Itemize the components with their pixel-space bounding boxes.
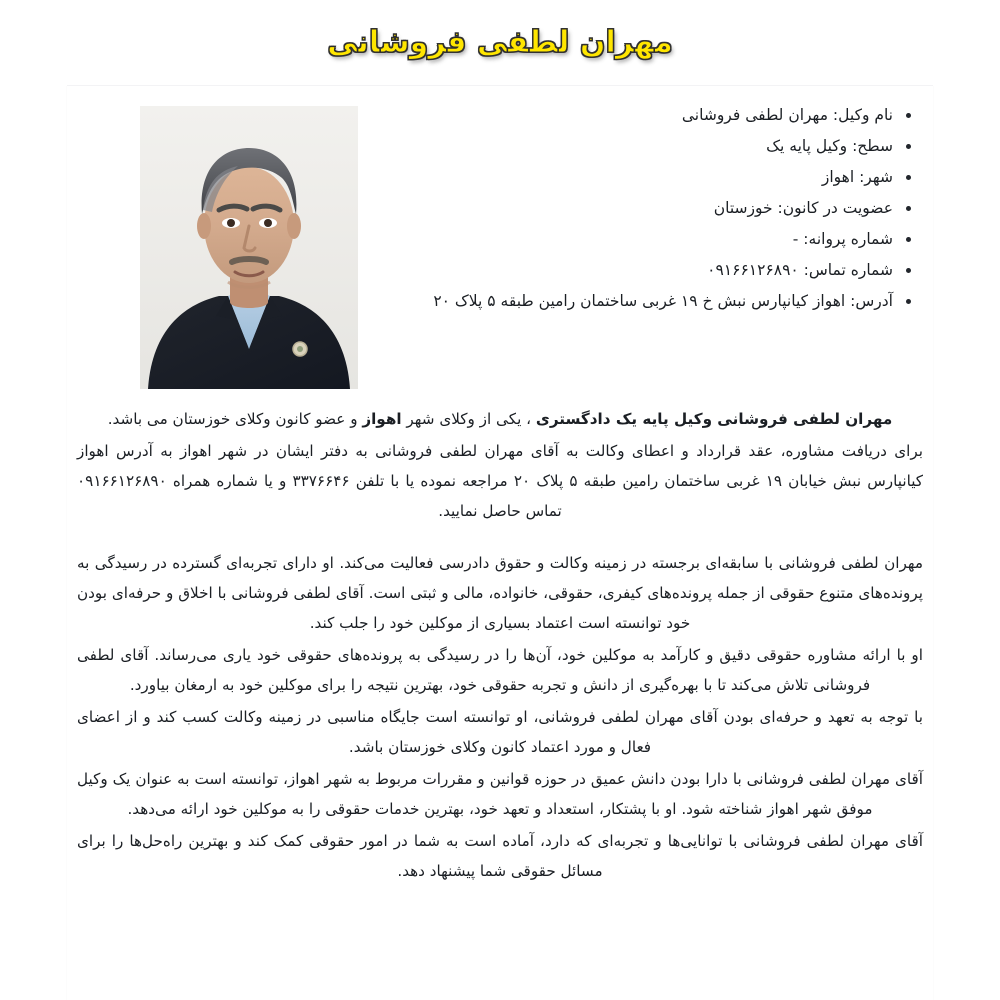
fact-item-city: شهر: اهواز [351,162,911,193]
fact-item-license-number: شماره پروانه: - [351,224,911,255]
lawyer-portrait-photo [140,106,358,389]
profile-prose [67,404,933,888]
profile-info-row [67,100,933,392]
fact-item-phone: شماره تماس: ۰۹۱۶۶۱۲۶۸۹۰ [351,255,911,286]
fact-item-name: نام وکیل: مهران لطفی فروشانی [351,100,911,131]
body-paragraph-2: او با ارائه مشاوره حقوقی دقیق و کارآمد به موکلین خود، آن‌ها را در رسیدگی به پرونده‌های حقوقی خود یاری می‌رساند. آقای لطفی فروشانی تلاش می‌کند تا با بهره‌گیری از دانش و تجربه حقوقی خود، بهترین نتیجه را برای موکلین خود به ارمغان بیاورد. [77,646,923,694]
body-paragraph-1: مهران لطفی فروشانی با سابقه‌ای برجسته در زمینه وکالت و حقوق دادرسی فعالیت می‌کند. او دارای تجربه‌ای گسترده در رسیدگی به پرونده‌های متنوع حقوقی از جمله پرونده‌های کیفری، حقوقی، خانواده، مالی و ثبتی است. آقای لطفی فروشانی با اخلاق و حرفه‌ای بودن خود توانسته است اعتماد بسیاری از موکلین خود را جلب کند. [77,554,923,632]
contact-paragraph: برای دریافت مشاوره، عقد قرارداد و اعطای وکالت به آقای مهران لطفی فروشانی به دفتر ایشان در شهر اهواز به آدرس اهواز کیانپارس نبش خیابان ۱۹ غربی ساختمان رامین طبقه ۵ پلاک ۲۰ مراجعه نموده یا با تلفن ۳۳۷۶۶۴۶ و یا شماره همراه ۰۹۱۶۶۱۲۶۸۹۰ تماس حاصل نمایید. [77,442,924,520]
page-title: مهران لطفی فروشانی [327,25,673,60]
lead-paragraph [77,404,923,434]
body-paragraph-3: با توجه به تعهد و حرفه‌ای بودن آقای مهران لطفی فروشانی، او توانسته است جایگاه مناسبی در زمینه وکالت کسب کند و از اعضای فعال و مورد اعتماد کانون وکلای خوزستان باشد. [77,708,923,756]
fact-item-bar-association: عضویت در کانون: خوزستان [351,193,911,224]
body-paragraph-4: آقای مهران لطفی فروشانی با دارا بودن دانش عمیق در حوزه قوانین و مقررات مربوط به شهر اهواز، توانسته است به عنوان یک وکیل موفق شهر اهواز شناخته شود. او با پشتکار، استعداد و تعهد خود، بهترین خدمات حقوقی را به موکلین خود ارائه می‌دهد. [77,770,923,818]
lawyer-facts-list [351,100,933,317]
title-bar [0,0,1000,86]
lead-mid-text: ، یکی از وکلای شهر [401,410,536,428]
fact-item-level: سطح: وکیل پایه یک [351,131,911,162]
lead-bold-city: اهواز [362,410,402,428]
body-paragraph-5: آقای مهران لطفی فروشانی با توانایی‌ها و تجربه‌ای که دارد، آماده است به شما در امور حقوقی کمک کند و بهترین راه‌حل‌ها را برای مسائل حقوقی شما پیشنهاد دهد. [77,832,923,880]
fact-item-address: آدرس: اهواز کیانپارس نبش خ ۱۹ غربی ساختمان رامین طبقه ۵ پلاک ۲۰ [351,286,911,317]
paragraph-spacer [77,528,923,548]
header-divider [67,85,933,86]
lead-tail-text: و عضو کانون وکلای خوزستان می باشد. [107,410,363,428]
lead-bold-name: مهران لطفی فروشانی وکیل پایه یک دادگستری [535,410,893,428]
